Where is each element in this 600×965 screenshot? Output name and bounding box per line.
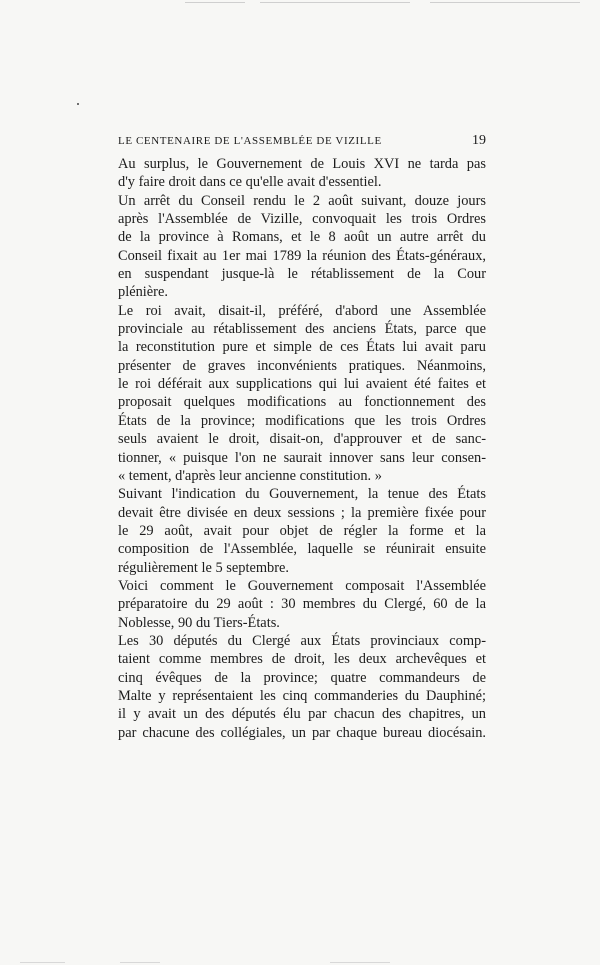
text-line: Au surplus, le Gouvernement de Louis XVI ne tarda pas	[118, 156, 486, 172]
text-line: provinciale au rétablissement des anciens États, parce que	[118, 321, 486, 338]
text-line: cinq évêques de la province; quatre commandeurs de	[118, 669, 486, 686]
top-edge-mark	[260, 2, 410, 3]
text-line: seuls avaient le droit, disait-on, d'approuver et de sanc-	[118, 431, 486, 448]
text-line: Suivant l'indication du Gouvernement, la tenue des États	[118, 486, 486, 503]
text-line: en suspendant jusque-là le rétablissement de la Cour	[118, 266, 486, 283]
text-line: par chacune des collégiales, un par chaque bureau diocésain.	[118, 724, 486, 741]
top-edge-mark	[185, 2, 245, 3]
text-line: d'y faire droit dans ce qu'elle avait d'essentiel.	[118, 174, 382, 191]
text-line: Noblesse, 90 du Tiers-États.	[118, 614, 280, 631]
text-line: Le roi avait, disait-il, préféré, d'abord une Assemblée	[118, 302, 486, 319]
text-line: régulièrement le 5 septembre.	[118, 559, 290, 576]
bottom-edge-mark	[330, 962, 390, 963]
text-line: plénière.	[118, 284, 168, 301]
text-line: tionner, « puisque l'on ne saurait innover sans leur consen-	[118, 449, 486, 466]
running-head	[118, 133, 486, 149]
top-edge-mark	[430, 2, 580, 3]
text-line: Voici comment le Gouvernement composait l'Assemblée	[118, 577, 486, 594]
text-line: Malte y représentaient les cinq commanderies du Dauphiné;	[118, 687, 486, 704]
text-line: Les 30 députés du Clergé aux États provinciaux comp-	[118, 632, 486, 649]
page-number: 19	[472, 133, 486, 148]
text-line: après l'Assemblée de Vizille, convoquait les trois Ordres	[118, 211, 486, 228]
text-line: le 29 août, avait pour objet de régler la forme et la	[118, 522, 486, 539]
bottom-edge-mark	[120, 962, 160, 963]
text-line: composition de l'Assemblée, laquelle se réunirait ensuite	[118, 541, 486, 558]
text-line: préparatoire du 29 août : 30 membres du Clergé, 60 de la	[118, 596, 486, 613]
text-line: devait être divisée en deux sessions ; la première fixée pour	[118, 504, 486, 521]
text-line: il y avait un des députés élu par chacun des chapitres, un	[118, 706, 486, 723]
text-line: Conseil fixait au 1er mai 1789 la réunion des États-généraux,	[118, 247, 486, 264]
text-line: taient comme membres de droit, les deux archevêques et	[118, 651, 486, 668]
text-line: « tement, d'après leur ancienne constitution. »	[118, 467, 382, 484]
text-line: présenter de graves inconvénients pratiques. Néanmoins,	[118, 357, 486, 374]
text-line: États de la province; modifications que les trois Ordres	[118, 412, 486, 429]
ink-speck	[77, 103, 79, 105]
body-text	[118, 155, 486, 742]
running-title: LE CENTENAIRE DE L'ASSEMBLÉE DE VIZILLE	[118, 135, 382, 147]
bottom-edge-mark	[20, 962, 65, 963]
text-line: le roi déférait aux supplications qui lui avaient été faites et	[118, 376, 486, 393]
text-line: de la province à Romans, et le 8 août un autre arrêt du	[118, 229, 486, 246]
text-line: proposait quelques modifications au fonctionnement des	[118, 394, 486, 411]
text-line: Un arrêt du Conseil rendu le 2 août suivant, douze jours	[118, 192, 486, 209]
text-line: la reconstitution pure et simple de ces États lui avait paru	[118, 339, 486, 356]
